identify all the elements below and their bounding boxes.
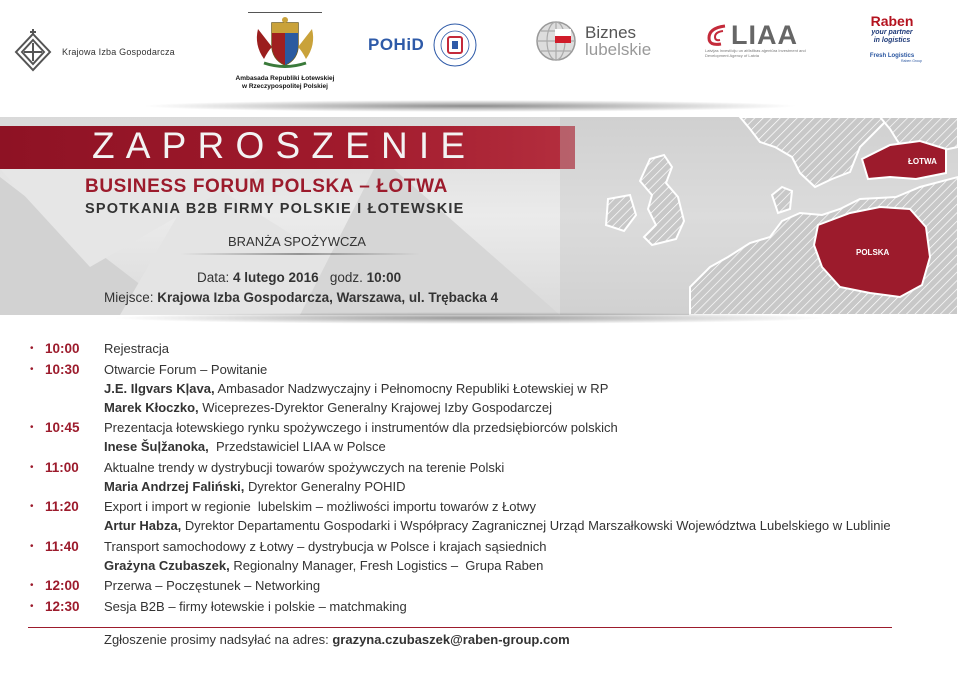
agenda-item [28,576,933,595]
agenda-lines [104,597,933,616]
banner-top-shadow [140,100,800,112]
agenda-time: 10:00 [45,341,80,356]
agenda-lines [104,360,933,417]
agenda-line [104,339,933,358]
agenda-time: 10:30 [45,361,80,377]
agenda-item [28,418,933,456]
kig-name: Krajowa Izba Gospodarcza [62,47,175,57]
biznes-lubelskie-logo [535,20,651,62]
embassy-line-1: Ambasada Republiki Łotewskiej [235,75,335,82]
session-title: Rejestracja [104,341,170,356]
agenda-line [104,477,933,496]
biznes-word: Biznes [585,23,637,42]
pohid-seal-icon [432,22,478,68]
agenda-item [28,360,933,417]
agenda-item [28,339,933,358]
sector-label: BRANŻA SPOŻYWCZA [228,234,366,249]
agenda-lines [104,576,933,595]
session-title: Sesja B2B – firmy łotewskie i polskie – matchmaking [104,598,407,614]
speaker-role: Dyrektor Generalny POHID [244,478,406,494]
agenda-item [28,497,933,535]
date-value: 4 lutego 2016 [233,270,319,285]
speaker-role: Regionalny Manager, Fresh Logistics – Grupa Raben [229,557,544,573]
embassy-line-2: w Rzeczypospolitej Polskiej [242,83,328,90]
agenda-item [28,458,933,496]
bullet-icon: • [30,363,34,375]
map-label-poland: POLSKA [856,248,890,257]
agenda-lines [104,497,933,535]
speaker-name: Maria Andrzej Faliński, [104,478,245,494]
agenda-time: 11:40 [45,538,79,554]
session-title: Aktualne trendy w dystrybucji towarów spożywczych na terenie Polski [104,459,505,475]
agenda-line [104,516,933,535]
banner-bottom-shadow [110,312,830,324]
date-line [197,269,401,286]
agenda-item [28,597,933,616]
liaa-swoosh-icon [705,22,729,48]
speaker-name: Artur Habza, [104,518,182,533]
globe-flag-icon [535,20,577,62]
session-title: Export i import w regionie lubelskim – możliwości importu towarów z Łotwy [104,499,537,514]
fresh-logistics-name: Fresh Logistics [869,53,915,59]
map-label-latvia: ŁOTWA [908,157,937,166]
agenda-time: 11:20 [45,499,79,514]
speaker-name: Marek Kłoczko, [104,399,199,415]
agenda [28,339,933,617]
agenda-lines [104,339,933,358]
place-line [104,289,498,306]
agenda-lines [104,458,933,496]
speaker-name: J.E. Ilgvars Kļava, [104,380,215,396]
session-title: Prezentacja łotewskiego rynku spożywczego i instrumentów dla przedsiębiorców polskich [104,420,618,435]
time-label: godz. [329,270,363,285]
agenda-line [104,379,933,398]
contact-text: Zgłoszenie prosimy nadsyłać na adres: [104,632,333,647]
liaa-logo [705,22,815,58]
agenda-time: 12:00 [45,578,80,593]
agenda-lines [104,418,933,456]
europe-map [560,117,958,315]
invitation-banner [0,117,958,315]
agenda-time: 11:00 [45,459,79,475]
agenda-time: 12:30 [45,598,80,614]
agenda-line [104,458,933,477]
agenda-line [104,556,933,575]
forum-heading: BUSINESS FORUM POLSKA – ŁOTWA [85,176,448,197]
forum-subheading: SPOTKANIA B2B FIRMY POLSKIE I ŁOTEWSKIE [85,201,465,217]
raben-slogan-2: in logistics [873,37,911,44]
agenda-line [104,497,933,516]
speaker-name: Grażyna Czubaszek, [104,557,230,573]
logo-strip [0,0,958,105]
agenda-line [104,437,933,456]
sector-divider [180,253,420,255]
raben-name: Raben [870,13,914,29]
liaa-description: Latvijas Investīciju un attīstības aģentūra Investment and Development Agency of Latvia [705,48,806,58]
bullet-icon: • [30,580,34,591]
pohid-logo [368,22,478,68]
bullet-icon: • [30,461,34,473]
agenda-divider [28,627,892,628]
bullet-icon: • [30,540,34,552]
session-title: Otwarcie Forum – Powitanie [104,361,268,377]
agenda-line [104,360,933,379]
speaker-role: Ambasador Nadzwyczajny i Pełnomocny Republiki Łotewskiej w RP [214,380,609,396]
place-value: Krajowa Izba Gospodarcza, Warszawa, ul. Trębacka 4 [157,290,499,305]
agenda-line [104,398,933,417]
bullet-icon: • [30,501,34,512]
raben-logo [862,14,922,63]
bullet-icon: • [30,343,34,354]
session-title: Transport samochodowy z Łotwy – dystrybucja w Polsce i krajach sąsiednich [104,538,547,554]
agenda-lines [104,537,933,575]
date-label: Data: [197,270,230,285]
agenda-item [28,537,933,575]
kig-logo [10,28,175,76]
agenda-line [104,537,933,556]
raben-slogan-1: your partner [871,29,913,36]
kig-emblem-icon [10,28,56,76]
session-title: Przerwa – Poczęstunek – Networking [104,578,321,593]
agenda-line [104,576,933,595]
contact-email[interactable]: grazyna.czubaszek@raben-group.com [332,632,570,647]
speaker-name: Inese Šuļžanoka, [104,439,209,454]
speaker-role: Przedstawiciel LIAA w Polsce [208,439,386,454]
embassy-logo [225,12,345,91]
time-value: 10:00 [366,270,402,285]
speaker-role: Dyrektor Departamentu Gospodarki i Współpracy Zagranicznej Urząd Marszałkowski Województwa Lubelskiego w Lublinie [181,518,891,533]
pohid-name: POHiD [368,35,425,54]
fresh-logistics-sub: Raben Group [900,59,922,63]
agenda-time: 10:45 [45,420,80,435]
invitation-title: ZAPROSZENIE [92,125,477,166]
liaa-name: LIAA [731,20,798,50]
latvia-coat-of-arms-icon [250,15,320,70]
bullet-icon: • [30,600,34,612]
bullet-icon: • [30,422,34,433]
lubelskie-word: lubelskie [585,40,652,59]
contact-line [104,631,570,649]
place-label: Miejsce: [104,290,154,305]
speaker-role: Wiceprezes-Dyrektor Generalny Krajowej Izby Gospodarczej [198,399,552,415]
agenda-line [104,597,933,616]
agenda-line [104,418,933,437]
